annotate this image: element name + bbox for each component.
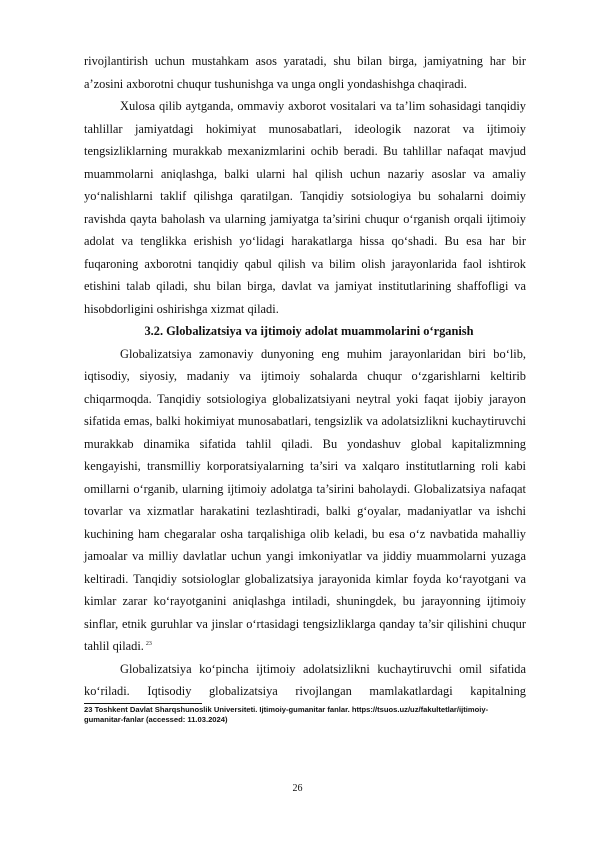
section-heading: 3.2. Globalizatsiya va ijtimoiy adolat muammolarini o‘rganish (144, 324, 474, 338)
page-number: 26 (292, 783, 303, 794)
paragraph-globalization-intro (84, 343, 526, 658)
paragraph-globalization-injustice: Globalizatsiya ko‘pincha ijtimoiy adolatsizlikni kuchaytiruvchi omil sifatida ko‘riladi. Iqtisodiy globalizatsiya rivojlangan mamlakatlardagi kapitalning (84, 661, 526, 698)
paragraph-conclusion: Xulosa qilib aytganda, ommaviy axborot vositalari va ta’lim sohasidagi tanqidiy tahlillar jamiyatdagi hokimiyat munosabatlari, ideologik nazorat va ijtimoiy tengsizliklarning murakkab mexanizmlarini ochib beradi. Bu tahlillar nafaqat mavjud muammolarni aniqlashga, balki ularni hal qilish uchun nazariy asoslar va amaliy yo‘nalishlarni taklif qilishga qaratilgan. Tanqidiy sotsiologiya bu sohalarni doimiy ravishda qayta baholash va ularning jamiyatga ta’sirini chuqur o‘rganish orqali ijtimoiy adolat va tenglikka erishish yo‘lidagi harakatlarga hissa qo‘shadi. Bu esa har bir fuqaroning axborotni tanqidiy qabul qilish va bilim olish jarayonlarida faol ishtirok etishini talab qiladi, shu bilan birga, davlat va jamiyat institutlarining shaffofligi va hisobdorligini oshirishga xizmat qiladi. (84, 99, 526, 316)
footnote-reference[interactable]: 23 (145, 640, 152, 647)
footnote-text: Toshkent Davlat Sharqshunoslik Universiteti. Ijtimoiy-gumanitar fanlar. https://tsuos.uz/uz/fakultetlar/ijtimoiy-gumanitar-fanlar (accessed: 11.03.2024) (84, 704, 489, 724)
paragraph-globalization-intro-text: Globalizatsiya zamonaviy dunyoning eng muhim jarayonlaridan biri bo‘lib, iqtisodiy, siyosiy, madaniy va ijtimoiy sohalarda chuqur o‘zgarishlarni keltirib chiqarmoqda. Tanqidiy sotsiologiya globalizatsiyani neytral yoki faqat ijobiy jarayon sifatida emas, balki hokimiyat munosabatlari, tengsizlik va adolatsizlikni kuchaytiruvchi murakkab dinamika sifatida tahlil qiladi. Bu yondashuv global kapitalizmning kengayishi, transmilliy korporatsiyalarning ta’siri va xalqaro institutlarning roli kabi omillarni o‘rganib, ularning ijtimoiy adolatga ta’sirini baholaydi. Globalizatsiya nafaqat tovarlar va xizmatlar harakatini tezlashtiradi, balki g‘oyalar, madaniyatlar va ishchi kuchining ham chegaralar osha tarqalishiga olib keladi, bu esa o‘z navbatida mahalliy jamoalar va milliy davlatlar uchun yangi imkoniyatlar va jiddiy muammolarni yuzaga keltiradi. Tanqidiy sotsiologlar globalizatsiya jarayonida kimlar foyda ko‘rayotgani va kimlar zarar ko‘rayotganini aniqlashga intiladi, shuningdek, bu jarayonning ijtimoiy sinflar, etnik guruhlar va jinslar o‘rtasidagi tengsizliklarga qanday ta’sir qilishini chuqur tahlil qiladi. (84, 346, 526, 653)
footnote (84, 705, 526, 726)
footnote-number: 23 (84, 704, 93, 714)
paragraph-continuation: rivojlantirish uchun mustahkam asos yaratadi, shu bilan birga, jamiyatning har bir a’zosini axborotni chuqur tushunishga va unga ongli yondashishga chaqiradi. (84, 54, 526, 91)
document-page (84, 50, 526, 726)
footnote-separator (84, 703, 202, 704)
